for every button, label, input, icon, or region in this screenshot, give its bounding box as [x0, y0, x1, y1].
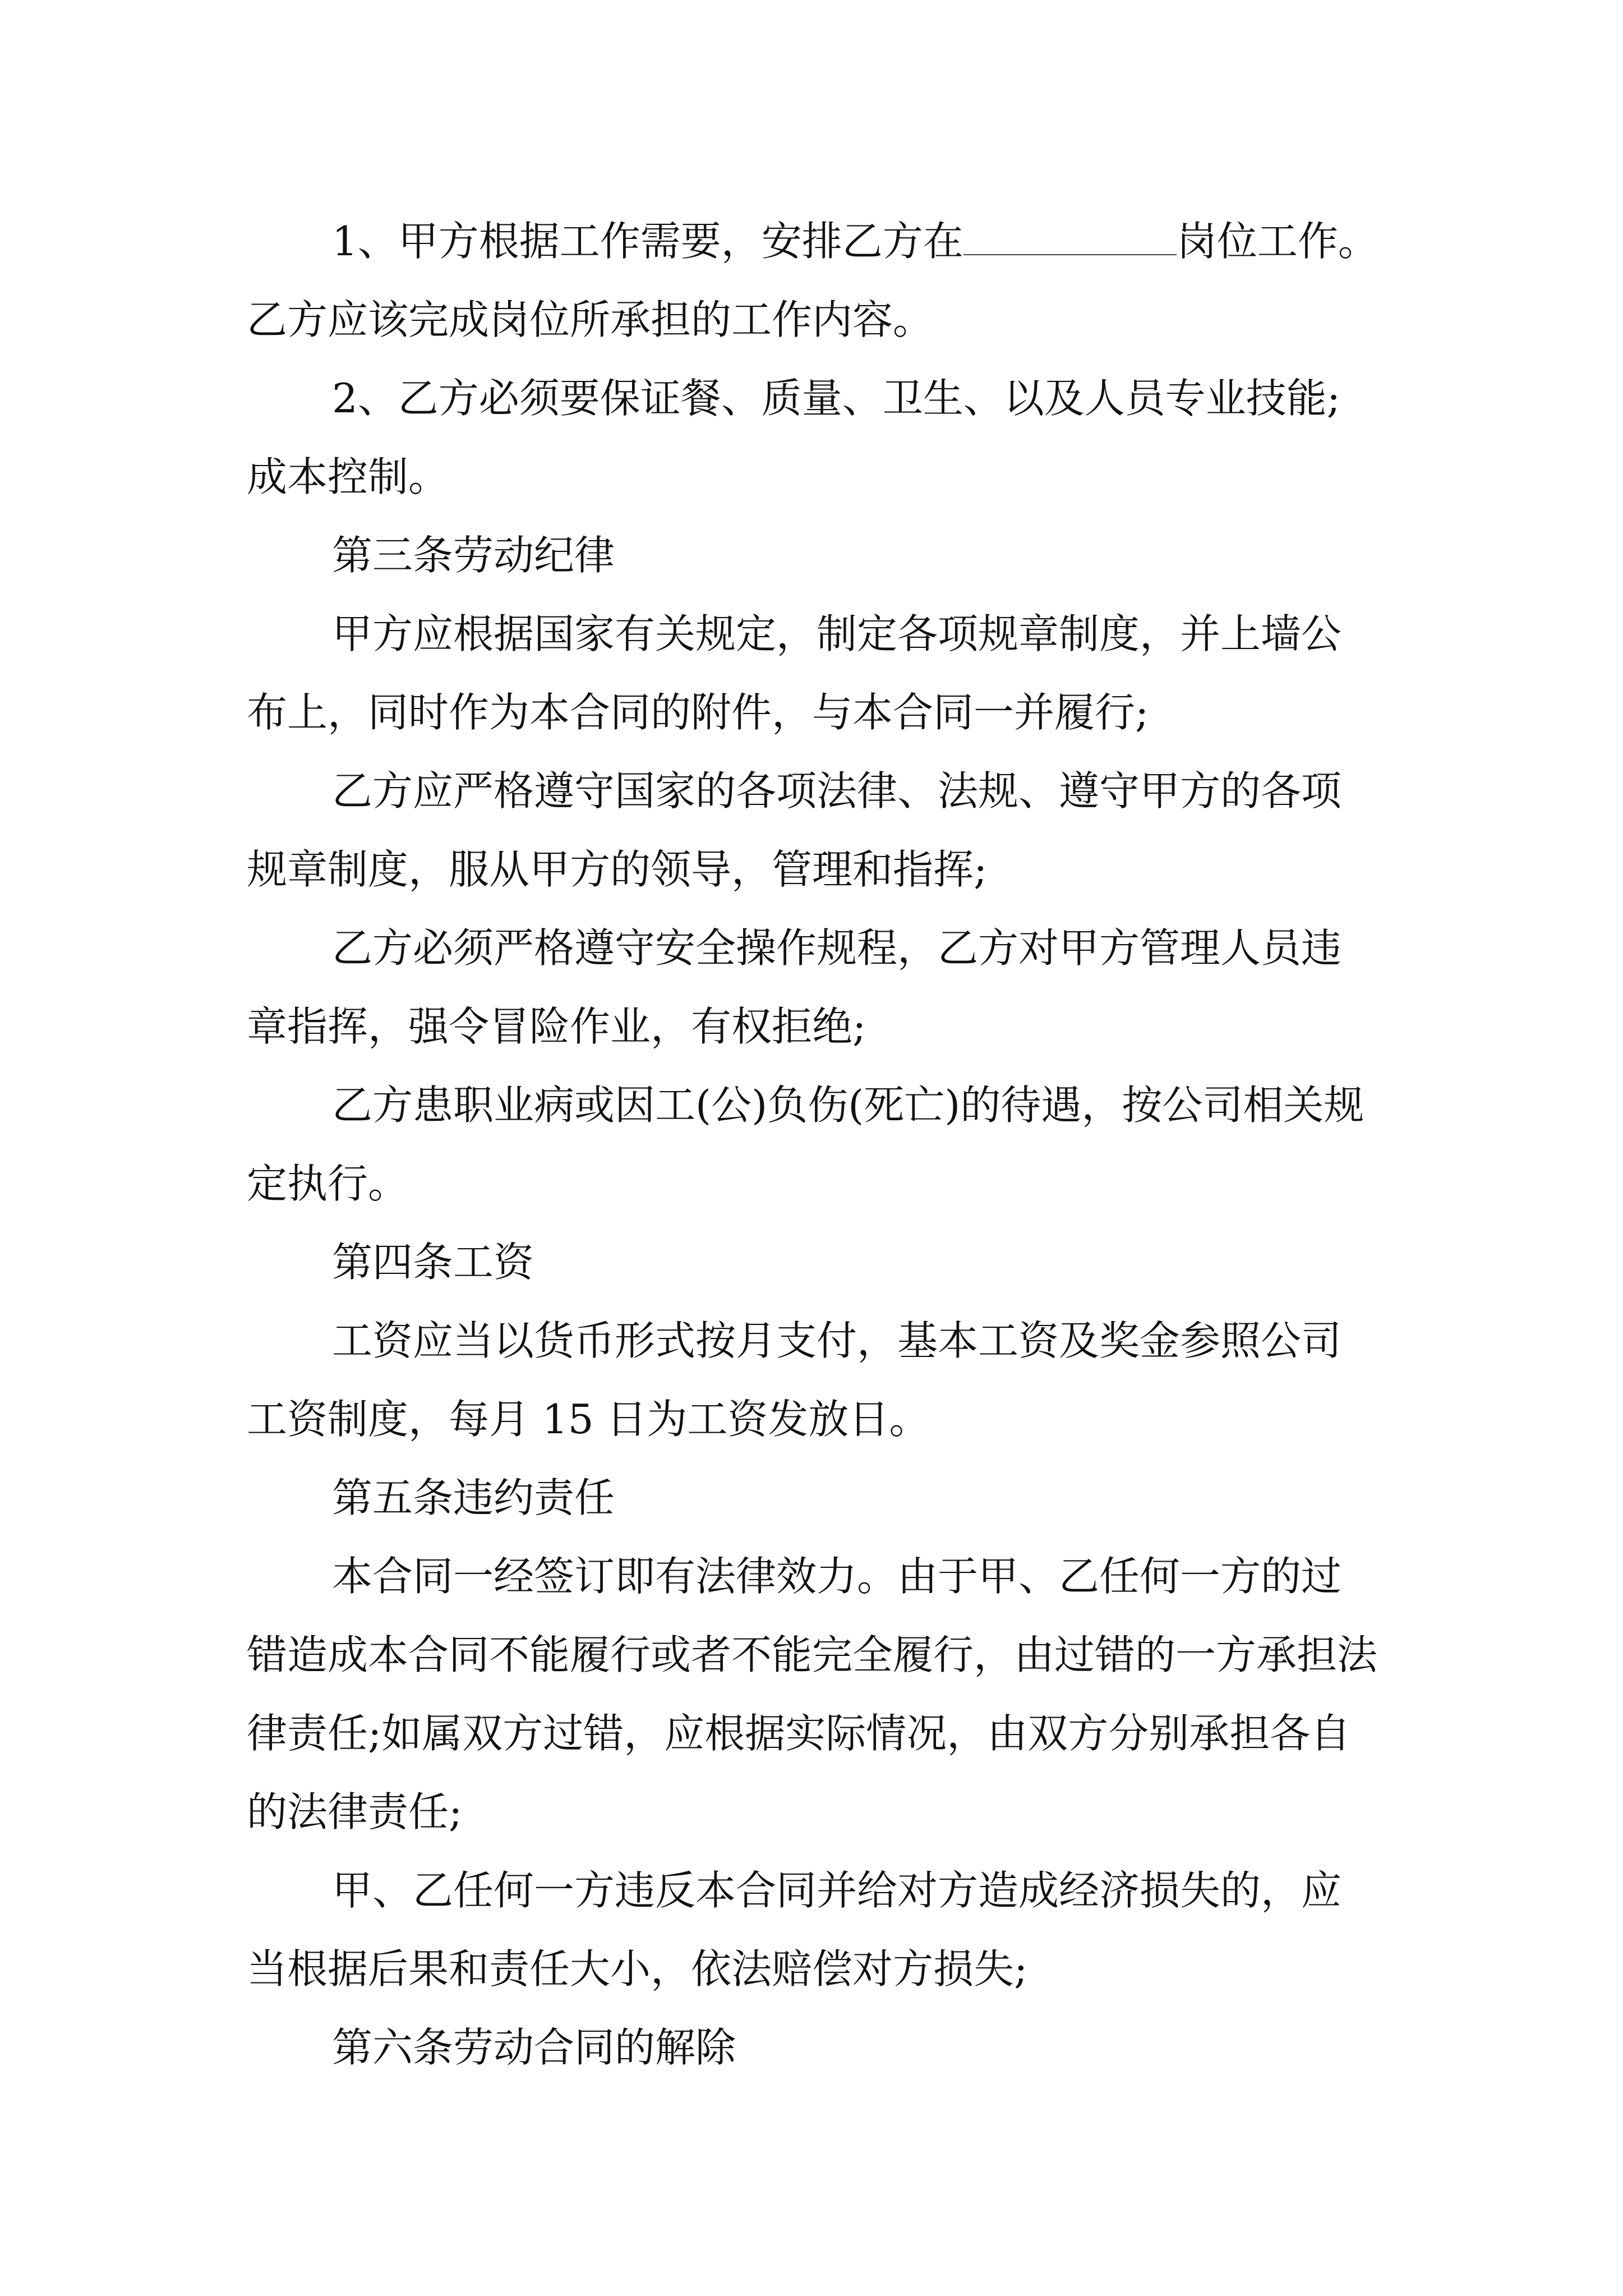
article-5-heading: 第五条违约责任 — [332, 1474, 615, 1521]
article-4-heading: 第四条工资 — [332, 1239, 534, 1286]
article-3-paragraph-1: 甲方应根据国家有关规定，制定各项规章制度，并上墙公布上，同时作为本合同的附件，与本合同一并履行; — [247, 610, 1342, 736]
clause-item-1-text-b: 岗位工作。乙方应该完成岗位所承担的工作内容。 — [247, 218, 1378, 343]
article-6-heading: 第六条劳动合同的解除 — [332, 2024, 736, 2071]
position-blank-line — [963, 220, 1177, 255]
clause-item-1-text-a: 1、甲方根据工作需要，安排乙方在 — [332, 218, 963, 265]
clause-item-2: 2、乙方必须要保证餐、质量、卫生、以及人员专业技能;成本控制。 — [247, 375, 1341, 500]
clause-item-1 — [247, 202, 1380, 359]
article-4-paragraph-1: 工资应当以货币形式按月支付，基本工资及奖金参照公司工资制度，每月 15 日为工资发放日。 — [247, 1317, 1342, 1443]
article-3-paragraph-2: 乙方应严格遵守国家的各项法律、法规、遵守甲方的各项规章制度，服从甲方的领导，管理和指挥; — [247, 767, 1342, 893]
article-3-paragraph-4: 乙方患职业病或因工(公)负伤(死亡)的待遇，按公司相关规定执行。 — [247, 1082, 1364, 1207]
article-3-paragraph-3: 乙方必须严格遵守安全操作规程，乙方对甲方管理人员违章指挥，强令冒险作业，有权拒绝; — [247, 924, 1342, 1050]
article-3-heading: 第三条劳动纪律 — [332, 532, 615, 579]
document-body — [247, 202, 1380, 2087]
article-5-paragraph-1: 本合同一经签订即有法律效力。由于甲、乙任何一方的过错造成本合同不能履行或者不能完全履行，由过错的一方承担法律责任;如属双方过错，应根据实际情况，由双方分别承担各自的法律责任; — [247, 1553, 1378, 1835]
article-5-paragraph-2: 甲、乙任何一方违反本合同并给对方造成经济损失的，应当根据后果和责任大小，依法赔偿对方损失; — [247, 1867, 1342, 1993]
